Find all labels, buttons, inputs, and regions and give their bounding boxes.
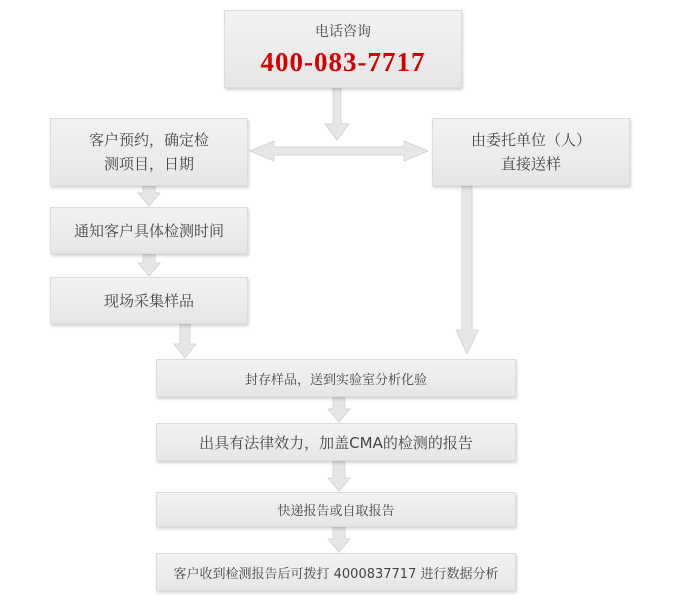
step-seal-label: 封存样品，送到实验室分析化验 bbox=[244, 372, 427, 388]
step-sampling-box bbox=[50, 277, 248, 324]
arrow-client-to-seal bbox=[456, 186, 478, 354]
step-report-box bbox=[156, 423, 516, 461]
arrow-report-to-delivery bbox=[328, 461, 350, 491]
step-client-line1: 由委托单位（人） bbox=[470, 131, 591, 149]
arrow-notify-to-sampling bbox=[138, 254, 160, 276]
step-sampling-label: 现场采集样品 bbox=[103, 292, 194, 310]
arrow-seal-to-report bbox=[328, 397, 350, 422]
step-notify-box bbox=[50, 207, 248, 254]
step-report-label: 出具有法律效力，加盖CMA的检测的报告 bbox=[199, 433, 473, 452]
arrow-sampling-to-seal bbox=[174, 324, 196, 358]
arrow-phone-to-junction bbox=[325, 88, 349, 140]
step-delivery-label: 快递报告或自取报告 bbox=[277, 504, 395, 519]
step-appointment-line1: 客户预约，确定检 bbox=[88, 131, 209, 149]
arrow-appointment-to-notify bbox=[138, 186, 160, 206]
arrow-delivery-to-final bbox=[328, 527, 350, 552]
step-appointment-line2: 测项目，日期 bbox=[103, 155, 194, 173]
phone-consult-title: 电话咨询 bbox=[315, 23, 371, 40]
step-client-delivery-box bbox=[432, 118, 630, 186]
arrow-junction-horizontal bbox=[250, 141, 428, 161]
phone-number[interactable]: 400-083-7717 bbox=[260, 46, 426, 77]
step-appointment-box bbox=[50, 118, 248, 186]
step-client-line2: 直接送样 bbox=[500, 155, 561, 173]
phone-consult-box bbox=[224, 10, 462, 88]
step-notify-label: 通知客户具体检测时间 bbox=[73, 222, 224, 240]
step-delivery-box bbox=[156, 492, 516, 527]
step-final-box bbox=[156, 553, 516, 591]
step-final-label: 客户收到检测报告后可拨打 4000837717 进行数据分析 bbox=[173, 566, 499, 582]
step-seal-box bbox=[156, 359, 516, 397]
